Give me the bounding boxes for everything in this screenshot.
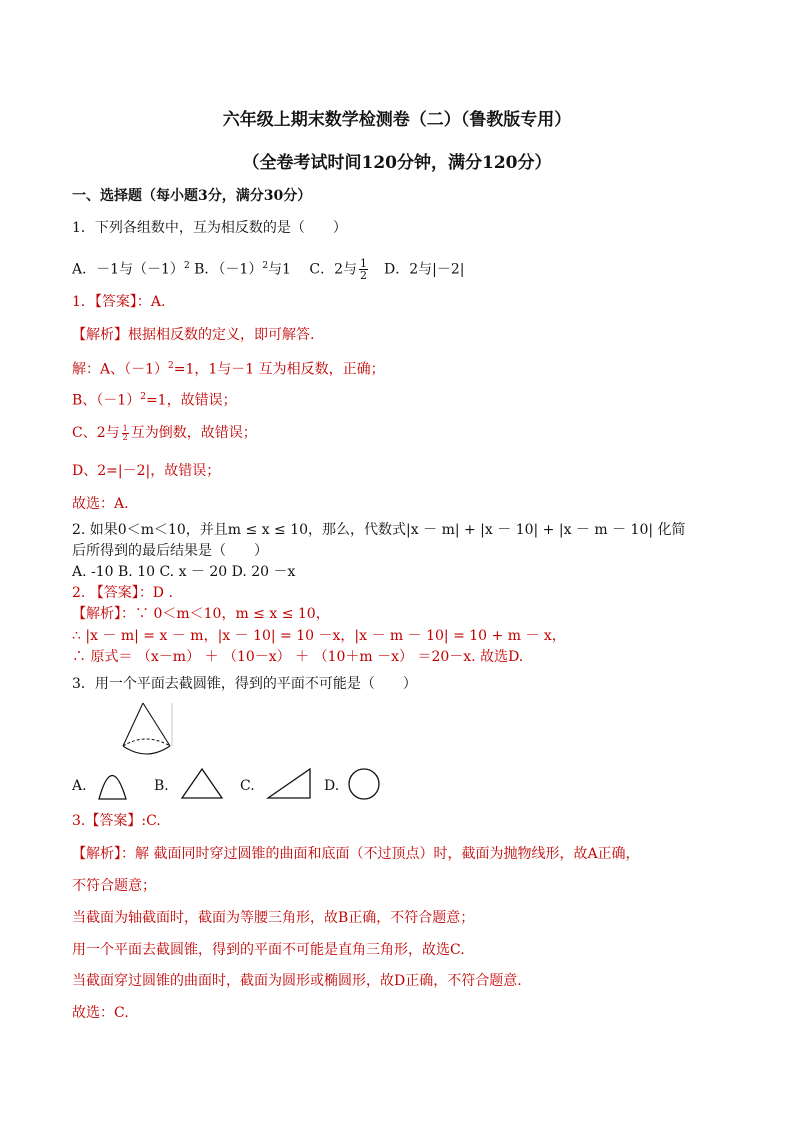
q1-option-b: B．（－1） xyxy=(189,261,263,278)
answer-label: 3.【答案】 xyxy=(72,813,142,829)
q2-stem: 2. 如果0＜m＜10，并且m ≤ x ≤ 10，那么，代数式|x － m| + |x － 10| + |x － m － 10| 化简 xyxy=(72,522,686,538)
q1-solution-line xyxy=(72,387,237,411)
solution-text: C、2与 xyxy=(72,425,120,441)
page-title: 六年级上期末数学检测卷（二）（鲁教版专用） xyxy=(222,110,572,130)
analysis-label: 【解析】 xyxy=(72,606,121,622)
answer-value: :C. xyxy=(141,813,161,829)
q3-option-b: B. xyxy=(154,778,169,794)
answer-value: ：A. xyxy=(136,294,166,310)
q1-fraction xyxy=(359,258,368,281)
frac-denominator: 2 xyxy=(360,269,368,283)
q1-option-d: D．2与|－2| xyxy=(370,261,465,278)
circle-shape-icon xyxy=(346,766,382,802)
solution-text: 互为倒数，故错误； xyxy=(130,425,257,441)
right-triangle-icon xyxy=(266,766,316,802)
q1-option-b-c: 与1 C．2与 xyxy=(268,261,358,278)
analysis-text: ：解 截面同时穿过圆锥的曲面和底面（不过顶点）时，截面为抛物线形，故A正确， xyxy=(121,846,640,862)
q2-solution-line: ∴ 原式＝ （x－m） ＋ （10－x） ＋ （10＋m －x） ＝20－x. 故选D. xyxy=(72,649,524,665)
q1-option-a: A．－1与（－1） xyxy=(72,261,184,278)
q1-analysis xyxy=(72,325,314,345)
q3-solution-line: 当截面穿过圆锥的曲面时，截面为圆形或椭圆形，故D正确，不符合题意. xyxy=(72,973,522,989)
isosceles-triangle-icon xyxy=(180,766,226,802)
frac-numerator: 1 xyxy=(122,423,128,433)
q3-option-a: A. xyxy=(72,778,87,794)
analysis-label: 【解析】 xyxy=(72,846,121,862)
q2-stem-cont: 后所得到的最后结果是（ ） xyxy=(72,543,268,559)
q2-solution-line: ∴ |x － m| = x － m，|x － 10| = 10 －x，|x － m － 10| = 10 + m － x， xyxy=(72,628,566,644)
q3-analysis xyxy=(72,844,640,864)
q1-solution-fraction xyxy=(122,425,129,442)
answer-label: 1．【答案】 xyxy=(72,294,137,310)
parabola-shape-icon xyxy=(96,766,132,802)
q1-answer xyxy=(72,292,165,312)
q3-answer xyxy=(72,811,161,831)
q1-option-b-exp: 2 xyxy=(262,261,269,271)
cone-figure xyxy=(118,700,178,766)
analysis-label: 【解析】 xyxy=(72,327,128,343)
page-subtitle: （全卷考试时间120分钟，满分120分） xyxy=(242,153,552,173)
q1-solution-line xyxy=(72,423,257,443)
q2-answer xyxy=(72,583,173,603)
solution-text: 解：A、（－1） xyxy=(72,361,169,378)
analysis-text: ：∵ 0＜m＜10，m ≤ x ≤ 10， xyxy=(121,606,330,622)
q3-solution-line: 用一个平面去截圆锥，得到的平面不可能是直角三角形，故选C. xyxy=(72,942,465,958)
analysis-text: 根据相反数的定义，即可解答. xyxy=(128,327,315,343)
answer-label: 2. 【答案】 xyxy=(72,585,139,601)
q1-options xyxy=(72,256,465,281)
q3-solution-line: 不符合题意； xyxy=(72,878,156,894)
solution-text: =1，故错误； xyxy=(145,392,237,409)
solution-text: B、（－1） xyxy=(72,392,141,409)
section-heading: 一、选择题（每小题3分，满分30分） xyxy=(72,188,312,204)
solution-exp: 2 xyxy=(140,392,146,402)
q1-solution-line: D、2=|－2|，故错误； xyxy=(72,463,221,479)
q3-solution-line: 当截面为轴截面时，截面为等腰三角形，故B正确，不符合题意； xyxy=(72,910,475,926)
solution-text: =1，1与－1 互为相反数，正确； xyxy=(173,361,385,378)
q3-option-d: D. xyxy=(324,778,340,794)
q1-solution-line xyxy=(72,356,385,380)
answer-value: ：D . xyxy=(138,585,173,601)
q1-solution-line: 故选：A. xyxy=(72,496,129,512)
q3-stem: 3．用一个平面去截圆锥，得到的平面不可能是（ ） xyxy=(72,676,417,692)
q3-solution-line: 故选：C. xyxy=(72,1005,129,1021)
solution-exp: 2 xyxy=(168,361,174,371)
q2-analysis xyxy=(72,604,330,624)
q2-options: A. -10 B. 10 C. x － 20 D. 20 －x xyxy=(72,564,296,580)
q1-stem: 1．下列各组数中，互为相反数的是（ ） xyxy=(72,220,347,236)
frac-numerator: 1 xyxy=(360,257,368,271)
q3-option-c: C. xyxy=(240,778,255,794)
frac-denominator: 2 xyxy=(122,432,128,442)
q1-option-a-exp: 2 xyxy=(183,261,190,271)
